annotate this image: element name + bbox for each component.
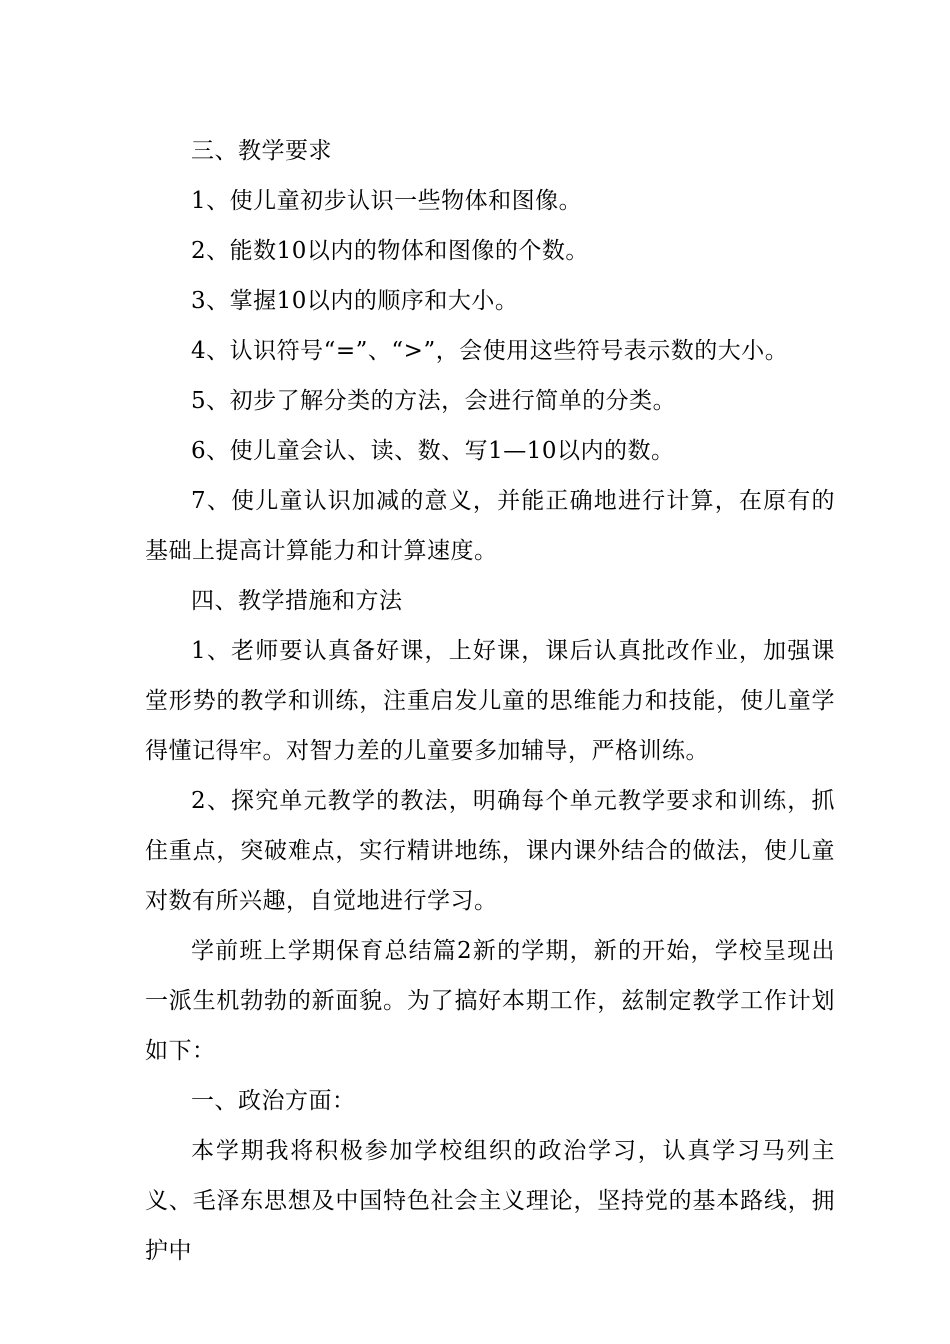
requirement-item-1: 1、使儿童初步认识一些物体和图像。	[191, 188, 583, 214]
requirement-item-7: 7、使儿童认识加减的意义，并能正确地进行计算，在原有的基础上提高计算能力和计算速度。	[145, 488, 835, 564]
politics-paragraph: 本学期我将积极参加学校组织的政治学习，认真学习马列主义、毛泽东思想及中国特色社会主义理论，坚持党的基本路线，拥护中	[145, 1138, 835, 1264]
method-item-1: 1、老师要认真备好课，上好课，课后认真批改作业，加强课堂形势的教学和训练，注重启发儿童的思维能力和技能，使儿童学得懂记得牢。对智力差的儿童要多加辅导，严格训练。	[145, 638, 835, 764]
section-heading-teaching-requirements: 三、教学要求	[191, 138, 332, 164]
requirement-item-4: 4、认识符号“=”、“>”，会使用这些符号表示数的大小。	[191, 338, 789, 364]
requirement-item-5: 5、初步了解分类的方法，会进行简单的分类。	[191, 388, 677, 414]
section-heading-politics: 一、政治方面：	[191, 1088, 356, 1114]
requirement-item-2: 2、能数10以内的物体和图像的个数。	[191, 238, 589, 264]
intro-paragraph: 学前班上学期保育总结篇2新的学期，新的开始，学校呈现出一派生机勃勃的新面貌。为了搞好本期工作，兹制定教学工作计划如下：	[145, 938, 835, 1064]
requirement-item-6: 6、使儿童会认、读、数、写1—10以内的数。	[191, 438, 675, 464]
method-item-2: 2、探究单元教学的教法，明确每个单元教学要求和训练，抓住重点，突破难点，实行精讲地练，课内课外结合的做法，使儿童对数有所兴趣，自觉地进行学习。	[145, 788, 835, 914]
document-body	[145, 126, 835, 1276]
section-heading-teaching-methods: 四、教学措施和方法	[191, 588, 403, 614]
requirement-item-3: 3、掌握10以内的顺序和大小。	[191, 288, 519, 314]
